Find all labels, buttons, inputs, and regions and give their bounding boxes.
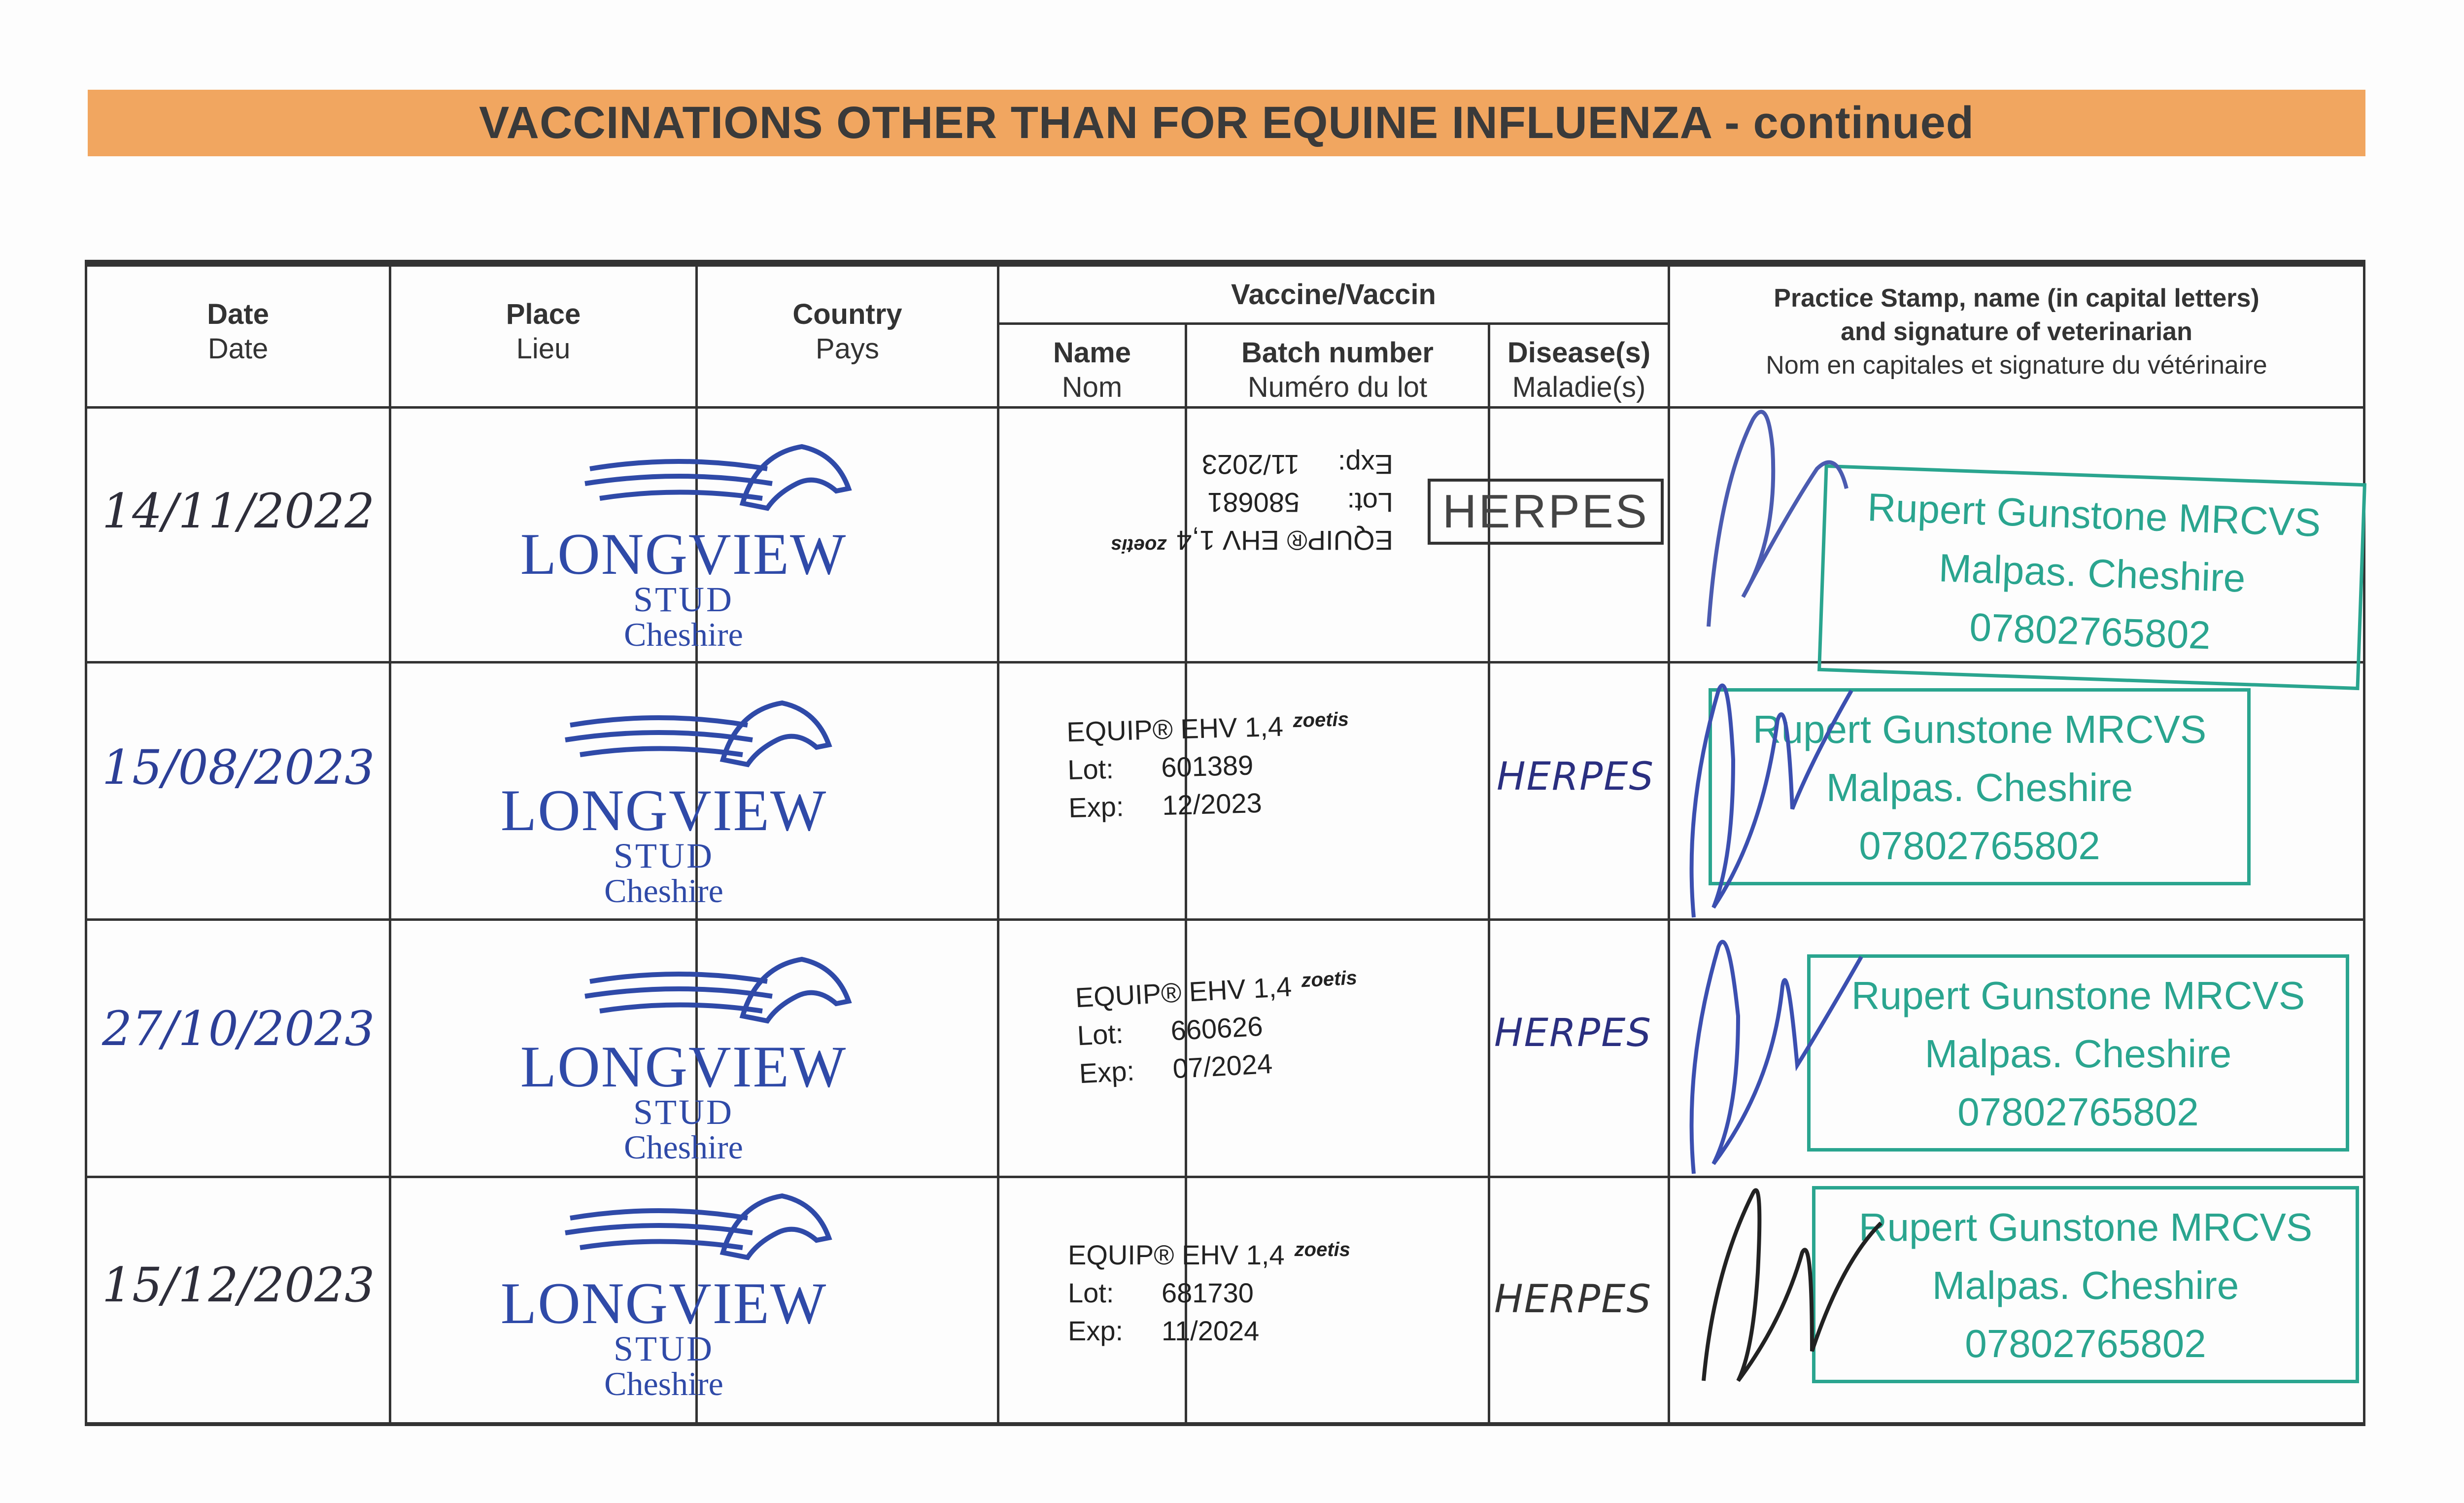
row4-vaccine-label: EQUIP® EHV 1,4 zoetis Lot: 681730 Exp: 11/2024: [1068, 1239, 1350, 1346]
row2-place-stamp: LONGVIEW STUD Cheshire: [491, 691, 836, 909]
row1-vet-stamp: Rupert Gunstone MRCVS Malpas. Cheshire 07802765802: [1817, 464, 2366, 690]
row4-disease: HERPES: [1494, 1277, 1652, 1322]
header-vaccine-group: Vaccine/Vaccin: [1231, 279, 1436, 311]
header-batch: Batch number Numéro du lot: [1241, 337, 1434, 403]
header-date: Date Date: [207, 298, 269, 365]
horse-logo-icon: [580, 434, 856, 523]
row3-vaccine-label: EQUIP® EHV 1,4 zoetis Lot: 660626 Exp: 07/2024: [1074, 967, 1358, 1089]
row4-date: 15/12/2023: [102, 1258, 375, 1313]
row1-disease-stamp: HERPES: [1428, 479, 1664, 545]
row2-date: 15/08/2023: [102, 740, 375, 795]
row1-date: 14/11/2022: [102, 484, 375, 539]
row3-date: 27/10/2023: [102, 1001, 375, 1056]
header-place: Place Lieu: [506, 298, 581, 365]
header-country: Country Pays: [792, 298, 902, 365]
row4-place-stamp: LONGVIEW STUD Cheshire: [491, 1184, 836, 1401]
horse-logo-icon: [560, 1184, 836, 1272]
section-banner: [88, 90, 2365, 156]
row1-place-stamp: LONGVIEW STUD Cheshire: [511, 434, 856, 652]
horse-logo-icon: [580, 947, 856, 1036]
header-name: Name Nom: [1053, 337, 1131, 403]
signature-row2: [1664, 661, 1871, 937]
signature-row1: [1689, 390, 1861, 646]
row3-disease: HERPES: [1494, 1011, 1652, 1055]
row2-vaccine-label: EQUIP® EHV 1,4 zoetis Lot: 601389 Exp: 12/2023: [1066, 708, 1349, 824]
header-practice: Practice Stamp, name (in capital letters) and signature of veterinarian Nom en capitales et signature du vétérinaire: [1766, 284, 2267, 380]
row3-place-stamp: LONGVIEW STUD Cheshire: [511, 947, 856, 1165]
row2-disease: HERPES: [1497, 755, 1654, 799]
section-title: VACCINATIONS OTHER THAN FOR EQUINE INFLUENZA - continued: [479, 98, 1974, 148]
header-disease: Disease(s) Maladie(s): [1507, 337, 1651, 403]
row4-vet-stamp: Rupert Gunstone MRCVS Malpas. Cheshire 07802765802: [1812, 1186, 2359, 1383]
signature-row3: [1664, 917, 1871, 1193]
row1-vaccine-label: EQUIP® EHV 1,4 zoetis Lot: 580681 Exp: 11/2023: [1111, 449, 1393, 557]
horse-logo-icon: [560, 691, 836, 779]
signature-row4: [1684, 1174, 1891, 1410]
row2-vet-stamp: Rupert Gunstone MRCVS Malpas. Cheshire 07802765802: [1709, 688, 2251, 885]
vaccination-table: [85, 260, 2365, 1426]
row3-vet-stamp: Rupert Gunstone MRCVS Malpas. Cheshire 07802765802: [1807, 954, 2349, 1152]
